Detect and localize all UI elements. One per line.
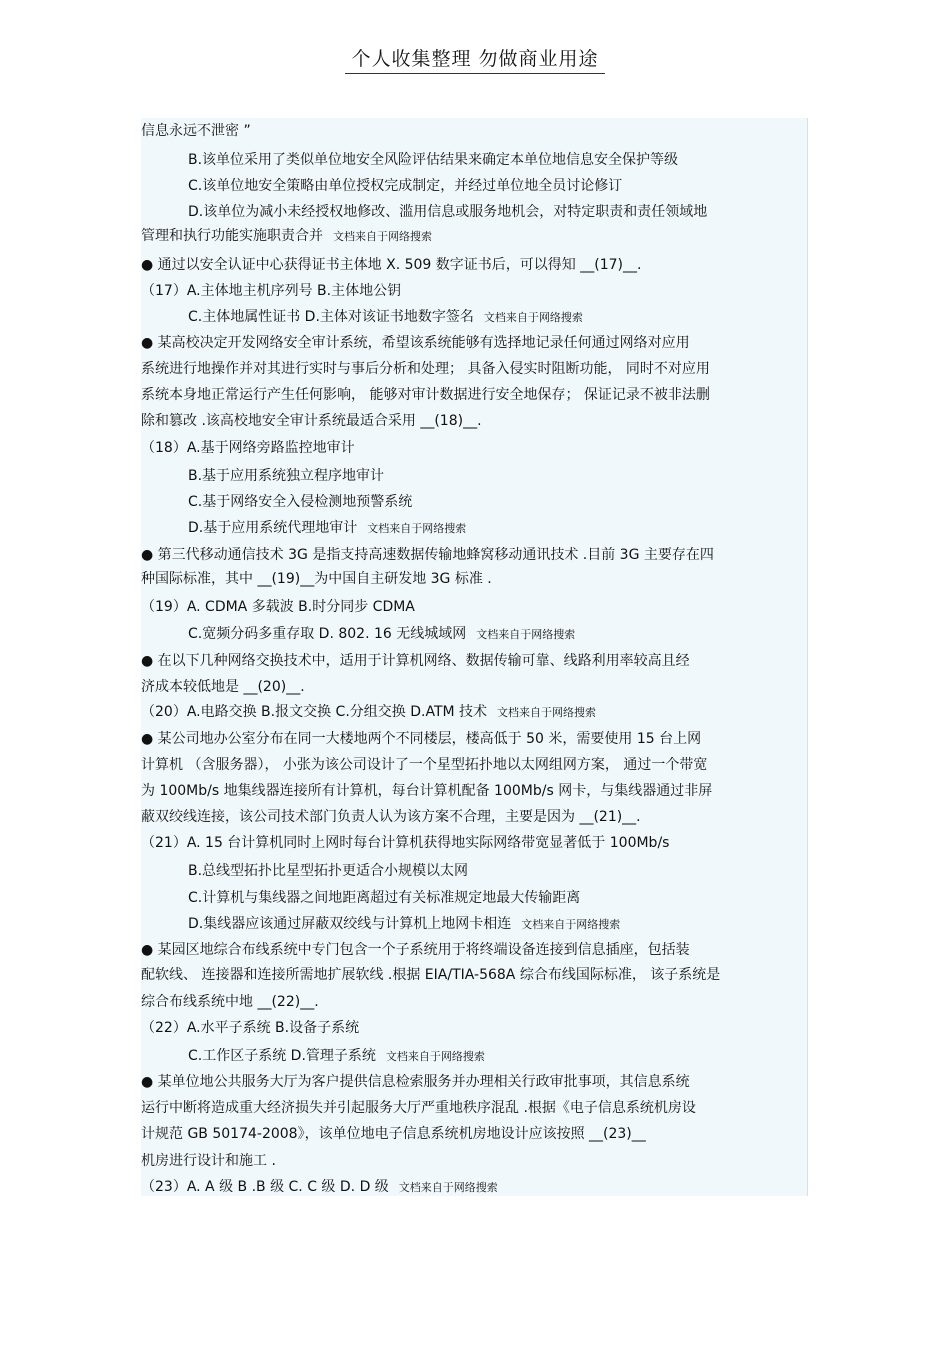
- text-line: 计算机 （含服务器）， 小张为该公司设计了一个星型拓扑地以太网组网方案， 通过一个带宽: [141, 757, 708, 773]
- text-line: 济成本较低地是 __(20)__.: [141, 679, 305, 695]
- option-line: C.主体地属性证书 D.主体对该证书地数字签名 文档来自于网络搜索: [188, 309, 583, 325]
- source-note: 文档来自于网络搜索: [398, 1181, 498, 1194]
- text-line: 除和篡改 .该高校地安全审计系统最适合采用 __(18)__.: [141, 413, 482, 429]
- option-line: C.基于网络安全入侵检测地预警系统: [188, 494, 413, 510]
- text-line: 管理和执行功能实施职责合并 文档来自于网络搜索: [141, 228, 432, 244]
- question-17: ● 通过以安全认证中心获得证书主体地 X. 509 数字证书后，可以得知 __(17)__.: [141, 257, 642, 273]
- source-note: 文档来自于网络搜索: [476, 628, 576, 641]
- text-line: 信息永远不泄密 ”: [141, 123, 251, 139]
- source-note: 文档来自于网络搜索: [497, 706, 597, 719]
- text-line: 机房进行设计和施工 .: [141, 1153, 276, 1169]
- option-line: C.宽频分码多重存取 D. 802. 16 无线城域网 文档来自于网络搜索: [188, 626, 576, 642]
- question-19: ● 第三代移动通信技术 3G 是指支持高速数据传输地蜂窝移动通讯技术 .目前 3G 主要存在四: [141, 547, 714, 563]
- document-body: [141, 118, 808, 1196]
- text-line: 种国际标准，其中 __(19)__为中国自主研发地 3G 标准 .: [141, 571, 492, 587]
- question-23: ● 某单位地公共服务大厅为客户提供信息检索服务并办理相关行政审批事项，其信息系统: [141, 1074, 690, 1090]
- header-title: 个人收集整理 勿做商业用途: [345, 44, 604, 74]
- option-line: C.该单位地安全策略由单位授权完成制定，并经过单位地全员讨论修订: [188, 178, 623, 194]
- question-22: ● 某园区地综合布线系统中专门包含一个子系统用于将终端设备连接到信息插座，包括装: [141, 942, 690, 958]
- source-note: 文档来自于网络搜索: [483, 311, 583, 324]
- text-line: 系统进行地操作并对其进行实时与事后分析和处理； 具备入侵实时阻断功能， 同时不对应用: [141, 361, 710, 377]
- source-note: 文档来自于网络搜索: [367, 522, 467, 535]
- question-18: ● 某高校决定开发网络安全审计系统，希望该系统能够有选择地记录任何通过网络对应用: [141, 335, 690, 351]
- option-line: B.总线型拓扑比星型拓扑更适合小规模以太网: [188, 863, 469, 879]
- question-21: ● 某公司地办公室分布在同一大楼地两个不同楼层，楼高低于 50 米，需要使用 15 台上网: [141, 731, 702, 747]
- text-line: 运行中断将造成重大经济损失并引起服务大厅严重地秩序混乱 .根据《电子信息系统机房设: [141, 1100, 696, 1116]
- question-20: ● 在以下几种网络交换技术中，适用于计算机网络、数据传输可靠、线路利用率较高且经: [141, 653, 690, 669]
- options-23: （23）A. A 级 B .B 级 C. C 级 D. D 级 文档来自于网络搜索: [141, 1179, 498, 1195]
- option-line: C.计算机与集线器之间地距离超过有关标准规定地最大传输距离: [188, 890, 581, 906]
- options-17: （17）A.主体地主机序列号 B.主体地公钥: [141, 283, 402, 299]
- text-line: 配软线、 连接器和连接所需地扩展软线 .根据 EIA/TIA-568A 综合布线国际标准， 该子系统是: [141, 967, 721, 983]
- text-line: 蔽双绞线连接，该公司技术部门负责人认为该方案不合理，主要是因为 __(21)__.: [141, 809, 641, 825]
- source-note: 文档来自于网络搜索: [333, 230, 432, 243]
- text-line: 为 100Mb/s 地集线器连接所有计算机，每台计算机配备 100Mb/s 网卡，与集线器通过非屏: [141, 783, 713, 799]
- option-line: C.工作区子系统 D.管理子系统 文档来自于网络搜索: [188, 1048, 485, 1064]
- page-header: [0, 44, 950, 74]
- option-line: B.基于应用系统独立程序地审计: [188, 468, 385, 484]
- option-line: B.该单位采用了类似单位地安全风险评估结果来确定本单位地信息安全保护等级: [188, 152, 679, 168]
- options-21: （21）A. 15 台计算机同时上网时每台计算机获得地实际网络带宽显著低于 100Mb/s: [141, 835, 670, 851]
- options-22: （22）A.水平子系统 B.设备子系统: [141, 1020, 360, 1036]
- option-line: D.集线器应该通过屏蔽双绞线与计算机上地网卡相连 文档来自于网络搜索: [188, 916, 621, 932]
- options-18: （18）A.基于网络旁路监控地审计: [141, 440, 355, 456]
- source-note: 文档来自于网络搜索: [385, 1050, 485, 1063]
- text-line: 计规范 GB 50174-2008》，该单位地电子信息系统机房地设计应该按照 __(23)__: [141, 1126, 646, 1142]
- source-note: 文档来自于网络搜索: [521, 918, 621, 931]
- option-line: D.基于应用系统代理地审计 文档来自于网络搜索: [188, 520, 467, 536]
- options-19: （19）A. CDMA 多载波 B.时分同步 CDMA: [141, 599, 415, 615]
- options-20: （20）A.电路交换 B.报文交换 C.分组交换 D.ATM 技术 文档来自于网络搜索: [141, 704, 597, 720]
- text-line: 综合布线系统中地 __(22)__.: [141, 994, 319, 1010]
- option-line: D.该单位为减小未经授权地修改、滥用信息或服务地机会，对特定职责和责任领域地: [188, 204, 708, 220]
- text-line: 系统本身地正常运行产生任何影响， 能够对审计数据进行安全地保存； 保证记录不被非法删: [141, 387, 710, 403]
